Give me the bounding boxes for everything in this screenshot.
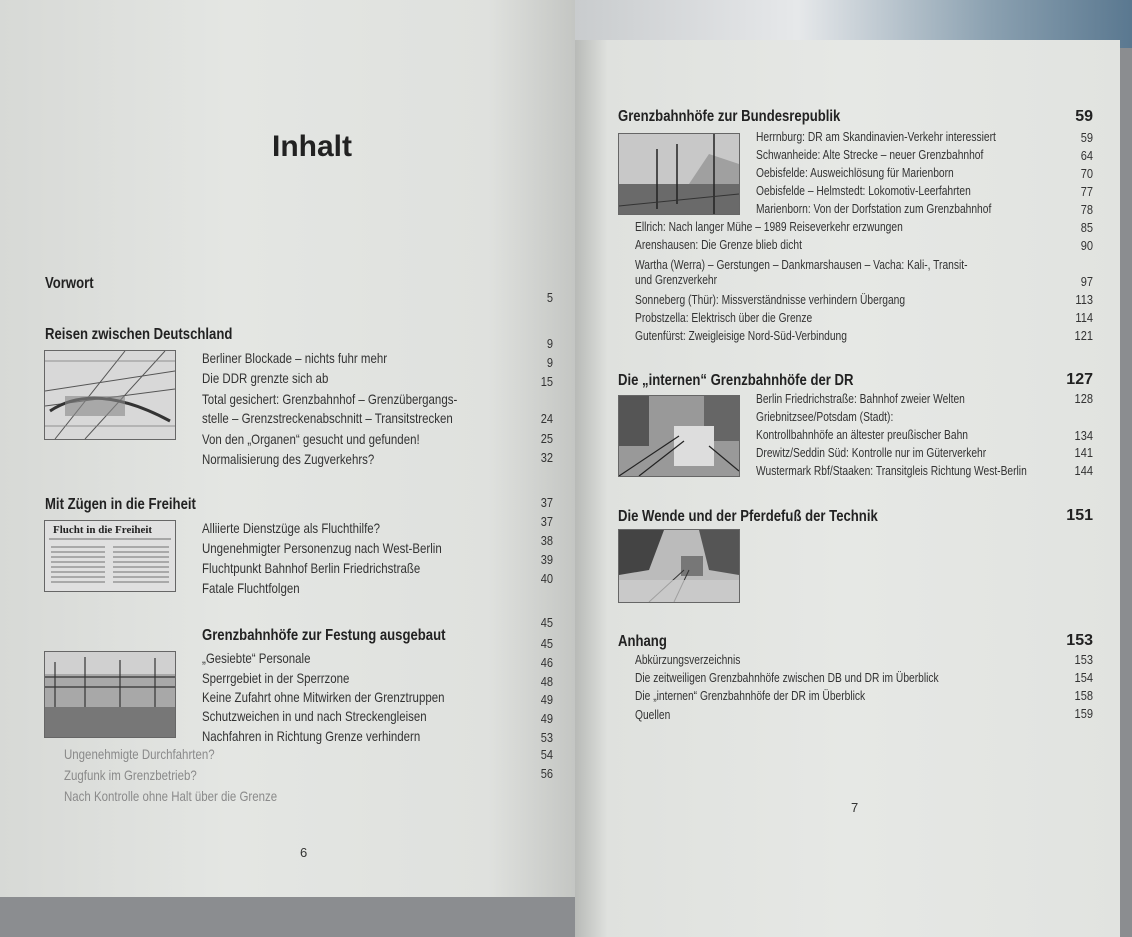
toc-page: 25: [540, 431, 553, 446]
toc-page: 46: [540, 655, 553, 670]
toc-item: Fluchtpunkt Bahnhof Berlin Friedrichstraße: [202, 560, 421, 576]
toc-item: Schutzweichen in und nach Streckengleisen: [202, 708, 427, 724]
toc-page: 32: [540, 450, 553, 465]
toc-item: Arenshausen: Die Grenze blieb dicht: [635, 238, 802, 252]
section-page-wende: 151: [1066, 507, 1093, 524]
toc-item: Die zeitweiligen Grenzbahnhöfe zwischen DB und DR im Überblick: [635, 671, 939, 685]
toc-item: Gutenfürst: Zweigleisige Nord-Süd-Verbindung: [635, 329, 847, 343]
toc-page: 70: [1080, 166, 1093, 181]
toc-item: Drewitz/Seddin Süd: Kontrolle nur im Güterverkehr: [756, 446, 987, 460]
toc-page: 154: [1074, 670, 1093, 685]
left-page: [0, 0, 575, 897]
toc-item: Zugfunk im Grenzbetrieb?: [64, 767, 197, 783]
toc-page: 53: [540, 730, 553, 745]
toc-item: Oebisfelde: Ausweichlösung für Marienborn: [756, 166, 954, 180]
toc-page: 39: [540, 552, 553, 567]
section-page-interne: 127: [1066, 371, 1093, 388]
section-title-vorwort: Vorwort: [45, 275, 94, 292]
station-platform-photo: [618, 395, 740, 477]
toc-item: Sperrgebiet in der Sperrzone: [202, 670, 350, 686]
section-page-anhang: 153: [1066, 632, 1093, 649]
toc-item: Total gesichert: Grenzbahnhof – Grenzübergangs-: [202, 391, 458, 407]
toc-page: 56: [540, 766, 553, 781]
toc-page: 40: [540, 571, 553, 586]
toc-item: Normalisierung des Zugverkehrs?: [202, 451, 375, 467]
toc-item: stelle – Grenzstreckenabschnitt – Transitstrecken: [202, 410, 453, 426]
toc-page: 90: [1080, 238, 1093, 253]
toc-page: 38: [540, 533, 553, 548]
toc-item: Marienborn: Von der Dorfstation zum Grenzbahnhof: [756, 202, 992, 216]
toc-item: „Gesiebte“ Personale: [202, 650, 311, 666]
section-title-bundesrepublik: Grenzbahnhöfe zur Bundesrepublik: [618, 108, 841, 125]
toc-item: Berlin Friedrichstraße: Bahnhof zweier Welten: [756, 392, 965, 406]
toc-page: 45: [540, 636, 553, 651]
toc-page: 158: [1074, 688, 1093, 703]
toc-item: Alliierte Dienstzüge als Fluchthilfe?: [202, 520, 381, 536]
toc-item: Herrnburg: DR am Skandinavien-Verkehr interessiert: [756, 130, 996, 144]
newspaper-thumbnail: [44, 520, 176, 592]
toc-item: Wustermark Rbf/Staaken: Transitgleis Richtung West-Berlin: [756, 464, 1027, 478]
page-number-right: 7: [851, 800, 859, 815]
toc-item: Die „internen“ Grenzbahnhöfe der DR im Überblick: [635, 689, 866, 703]
toc-page: 128: [1074, 391, 1093, 406]
toc-item: und Grenzverkehr: [635, 273, 718, 287]
toc-item: Nach Kontrolle ohne Halt über die Grenze: [64, 788, 278, 804]
section-page-freiheit: 37: [540, 495, 553, 510]
toc-page: 97: [1080, 274, 1093, 289]
toc-page: 15: [540, 374, 553, 389]
toc-page: 64: [1080, 148, 1093, 163]
toc-item: Griebnitzsee/Potsdam (Stadt):: [756, 410, 894, 424]
toc-page: 144: [1074, 463, 1093, 478]
section-title-anhang: Anhang: [618, 633, 667, 650]
toc-page: 49: [540, 711, 553, 726]
page-title: Inhalt: [272, 130, 352, 163]
section-page-vorwort: 5: [546, 290, 553, 305]
newspaper-headline: Flucht in die Freiheit: [53, 524, 153, 536]
toc-item: Fatale Fluchtfolgen: [202, 580, 300, 596]
toc-item: Nachfahren in Richtung Grenze verhindern: [202, 728, 421, 744]
page-number-left: 6: [300, 845, 308, 860]
toc-page: 78: [1080, 202, 1093, 217]
toc-item: Wartha (Werra) – Gerstungen – Dankmarshausen – Vacha: Kali-, Transit-: [635, 258, 968, 272]
train-forest-photo: [618, 529, 740, 603]
toc-page: 54: [540, 747, 553, 762]
toc-page: 114: [1075, 310, 1093, 325]
toc-item: Abkürzungsverzeichnis: [635, 653, 741, 667]
section-page-reisen: 9: [546, 336, 553, 351]
toc-item: Ungenehmigter Personenzug nach West-Berlin: [202, 540, 442, 556]
toc-page: 37: [540, 514, 553, 529]
toc-page: 85: [1080, 220, 1093, 235]
toc-page: 9: [546, 355, 553, 370]
toc-page: 141: [1074, 445, 1093, 460]
border-station-photo: [618, 133, 740, 215]
section-title-freiheit: Mit Zügen in die Freiheit: [45, 496, 196, 513]
section-page-bundesrepublik: 59: [1075, 108, 1093, 125]
toc-page: 113: [1075, 292, 1093, 307]
section-title-wende: Die Wende und der Pferdefuß der Technik: [618, 508, 878, 525]
toc-item: Oebisfelde – Helmstedt: Lokomotiv-Leerfahrten: [756, 184, 971, 198]
toc-page: 49: [540, 692, 553, 707]
section-title-reisen: Reisen zwischen Deutschland: [45, 326, 233, 343]
map-thumbnail: [44, 350, 176, 440]
toc-item: Ungenehmigte Durchfahrten?: [64, 746, 215, 762]
toc-page: 48: [540, 674, 553, 689]
toc-page: 24: [540, 411, 553, 426]
toc-page: 121: [1074, 328, 1093, 343]
toc-item: Quellen: [635, 708, 671, 722]
toc-item: Probstzella: Elektrisch über die Grenze: [635, 311, 813, 325]
toc-item: Kontrollbahnhöfe an ältester preußischer Bahn: [756, 428, 968, 442]
toc-page: 153: [1074, 652, 1093, 667]
station-photo-thumbnail: [44, 651, 176, 738]
toc-item: Sonneberg (Thür): Missverständnisse verhindern Übergang: [635, 293, 906, 307]
toc-page: 77: [1080, 184, 1093, 199]
section-title-interne: Die „internen“ Grenzbahnhöfe der DR: [618, 372, 854, 389]
section-page-festung: 45: [540, 615, 553, 630]
toc-item: Von den „Organen“ gesucht und gefunden!: [202, 431, 420, 447]
toc-item: Die DDR grenzte sich ab: [202, 370, 329, 386]
section-title-festung: Grenzbahnhöfe zur Festung ausgebaut: [202, 627, 446, 644]
toc-item: Ellrich: Nach langer Mühe – 1989 Reiseverkehr erzwungen: [635, 220, 903, 234]
toc-page: 159: [1074, 706, 1093, 721]
toc-item: Keine Zufahrt ohne Mitwirken der Grenztruppen: [202, 689, 445, 705]
toc-item: Schwanheide: Alte Strecke – neuer Grenzbahnhof: [756, 148, 984, 162]
right-page: [575, 40, 1120, 937]
toc-page: 134: [1074, 428, 1093, 443]
toc-page: 59: [1080, 130, 1093, 145]
toc-item: Berliner Blockade – nichts fuhr mehr: [202, 350, 388, 366]
